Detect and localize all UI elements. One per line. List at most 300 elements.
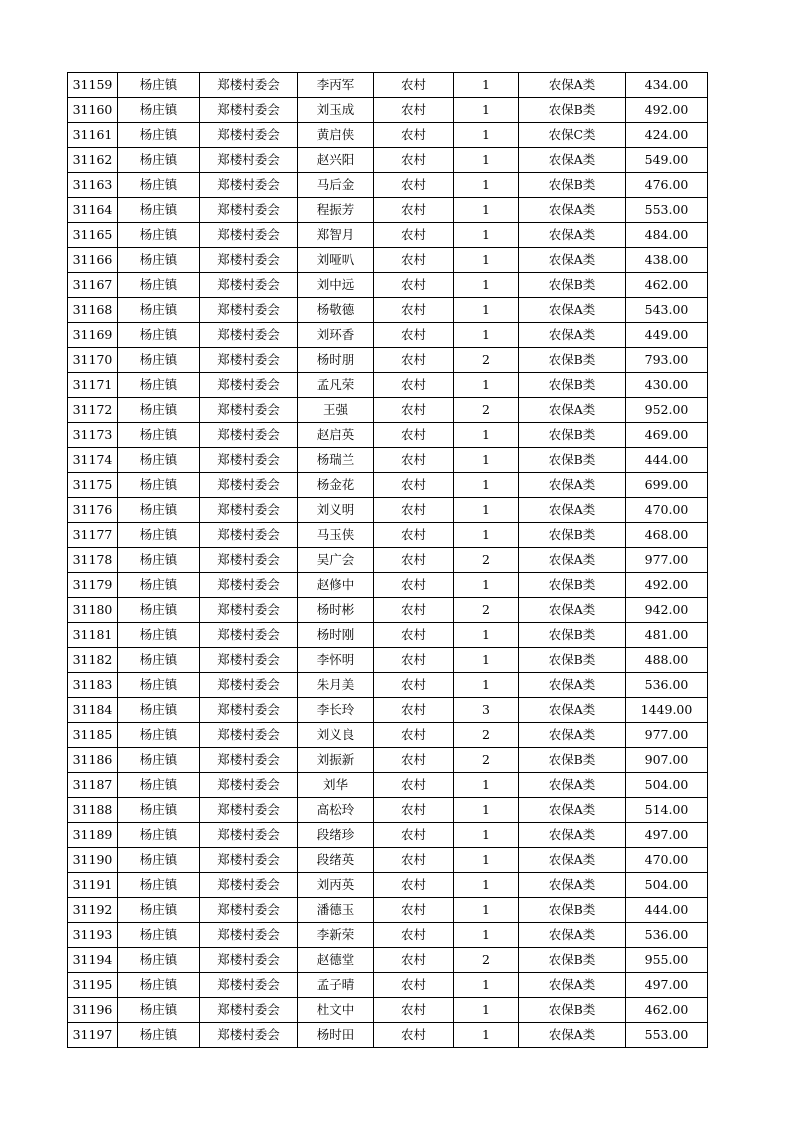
table-row [68,398,708,423]
name-cell: 刘义明 [298,498,374,523]
category-cell: 农保A类 [519,223,626,248]
town-cell: 杨庄镇 [118,123,200,148]
area-type-cell: 农村 [374,773,454,798]
record-id-cell: 31171 [68,373,118,398]
table-row [68,998,708,1023]
household-count-cell: 1 [454,998,519,1023]
category-cell: 农保B类 [519,423,626,448]
record-id-cell: 31159 [68,73,118,98]
amount-cell: 952.00 [626,398,708,423]
record-id-cell: 31168 [68,298,118,323]
record-id-cell: 31187 [68,773,118,798]
village-committee-cell: 郑楼村委会 [200,723,298,748]
record-id-cell: 31161 [68,123,118,148]
table-row [68,673,708,698]
record-id-cell: 31175 [68,473,118,498]
name-cell: 马后金 [298,173,374,198]
household-count-cell: 1 [454,223,519,248]
town-cell: 杨庄镇 [118,448,200,473]
amount-cell: 553.00 [626,1023,708,1048]
category-cell: 农保B类 [519,998,626,1023]
category-cell: 农保A类 [519,598,626,623]
table-row [68,598,708,623]
household-count-cell: 1 [454,473,519,498]
amount-cell: 462.00 [626,273,708,298]
household-count-cell: 1 [454,773,519,798]
name-cell: 李长玲 [298,698,374,723]
town-cell: 杨庄镇 [118,98,200,123]
record-id-cell: 31172 [68,398,118,423]
record-id-cell: 31194 [68,948,118,973]
village-committee-cell: 郑楼村委会 [200,523,298,548]
amount-cell: 504.00 [626,773,708,798]
record-id-cell: 31173 [68,423,118,448]
village-committee-cell: 郑楼村委会 [200,298,298,323]
town-cell: 杨庄镇 [118,373,200,398]
area-type-cell: 农村 [374,573,454,598]
amount-cell: 430.00 [626,373,708,398]
village-committee-cell: 郑楼村委会 [200,923,298,948]
category-cell: 农保A类 [519,148,626,173]
village-committee-cell: 郑楼村委会 [200,1023,298,1048]
record-id-cell: 31178 [68,548,118,573]
table-row [68,448,708,473]
village-committee-cell: 郑楼村委会 [200,73,298,98]
amount-cell: 488.00 [626,648,708,673]
village-committee-cell: 郑楼村委会 [200,748,298,773]
area-type-cell: 农村 [374,248,454,273]
category-cell: 农保A类 [519,873,626,898]
amount-cell: 514.00 [626,798,708,823]
name-cell: 刘中远 [298,273,374,298]
town-cell: 杨庄镇 [118,73,200,98]
table-row [68,298,708,323]
area-type-cell: 农村 [374,298,454,323]
category-cell: 农保A类 [519,248,626,273]
record-id-cell: 31196 [68,998,118,1023]
category-cell: 农保A类 [519,723,626,748]
area-type-cell: 农村 [374,723,454,748]
household-count-cell: 2 [454,348,519,373]
town-cell: 杨庄镇 [118,698,200,723]
household-count-cell: 1 [454,298,519,323]
name-cell: 赵启英 [298,423,374,448]
amount-cell: 536.00 [626,923,708,948]
village-committee-cell: 郑楼村委会 [200,873,298,898]
area-type-cell: 农村 [374,373,454,398]
area-type-cell: 农村 [374,198,454,223]
category-cell: 农保A类 [519,773,626,798]
village-committee-cell: 郑楼村委会 [200,773,298,798]
household-count-cell: 1 [454,1023,519,1048]
category-cell: 农保B类 [519,748,626,773]
town-cell: 杨庄镇 [118,248,200,273]
table-row [68,373,708,398]
town-cell: 杨庄镇 [118,473,200,498]
name-cell: 王强 [298,398,374,423]
area-type-cell: 农村 [374,448,454,473]
household-count-cell: 2 [454,598,519,623]
village-committee-cell: 郑楼村委会 [200,373,298,398]
table-row [68,348,708,373]
household-count-cell: 1 [454,273,519,298]
town-cell: 杨庄镇 [118,398,200,423]
village-committee-cell: 郑楼村委会 [200,948,298,973]
name-cell: 刘哑叭 [298,248,374,273]
town-cell: 杨庄镇 [118,573,200,598]
household-count-cell: 1 [454,648,519,673]
category-cell: 农保B类 [519,273,626,298]
town-cell: 杨庄镇 [118,323,200,348]
name-cell: 杨金花 [298,473,374,498]
name-cell: 孟凡荣 [298,373,374,398]
household-count-cell: 1 [454,73,519,98]
category-cell: 农保A类 [519,73,626,98]
record-id-cell: 31176 [68,498,118,523]
amount-cell: 549.00 [626,148,708,173]
category-cell: 农保A类 [519,923,626,948]
amount-cell: 492.00 [626,98,708,123]
household-count-cell: 1 [454,148,519,173]
name-cell: 朱月美 [298,673,374,698]
town-cell: 杨庄镇 [118,273,200,298]
village-committee-cell: 郑楼村委会 [200,273,298,298]
record-id-cell: 31186 [68,748,118,773]
name-cell: 孟子晴 [298,973,374,998]
table-row [68,73,708,98]
area-type-cell: 农村 [374,948,454,973]
town-cell: 杨庄镇 [118,998,200,1023]
category-cell: 农保A类 [519,973,626,998]
name-cell: 赵德堂 [298,948,374,973]
name-cell: 段绪珍 [298,823,374,848]
amount-cell: 424.00 [626,123,708,148]
table-row [68,648,708,673]
name-cell: 李怀明 [298,648,374,673]
village-committee-cell: 郑楼村委会 [200,698,298,723]
town-cell: 杨庄镇 [118,823,200,848]
category-cell: 农保B类 [519,523,626,548]
town-cell: 杨庄镇 [118,298,200,323]
category-cell: 农保A类 [519,498,626,523]
household-count-cell: 1 [454,973,519,998]
amount-cell: 469.00 [626,423,708,448]
household-count-cell: 1 [454,798,519,823]
category-cell: 农保A类 [519,198,626,223]
town-cell: 杨庄镇 [118,523,200,548]
area-type-cell: 农村 [374,698,454,723]
record-id-cell: 31180 [68,598,118,623]
amount-cell: 468.00 [626,523,708,548]
area-type-cell: 农村 [374,173,454,198]
name-cell: 杨时田 [298,1023,374,1048]
table-row [68,148,708,173]
amount-cell: 497.00 [626,973,708,998]
village-committee-cell: 郑楼村委会 [200,848,298,873]
record-id-cell: 31177 [68,523,118,548]
village-committee-cell: 郑楼村委会 [200,173,298,198]
village-committee-cell: 郑楼村委会 [200,673,298,698]
table-row [68,623,708,648]
table-row [68,698,708,723]
amount-cell: 444.00 [626,448,708,473]
record-id-cell: 31193 [68,923,118,948]
area-type-cell: 农村 [374,673,454,698]
amount-cell: 536.00 [626,673,708,698]
area-type-cell: 农村 [374,923,454,948]
town-cell: 杨庄镇 [118,198,200,223]
name-cell: 刘环香 [298,323,374,348]
category-cell: 农保B类 [519,348,626,373]
village-committee-cell: 郑楼村委会 [200,123,298,148]
village-committee-cell: 郑楼村委会 [200,898,298,923]
name-cell: 刘义良 [298,723,374,748]
record-id-cell: 31179 [68,573,118,598]
village-committee-cell: 郑楼村委会 [200,473,298,498]
table-row [68,323,708,348]
name-cell: 杨敬德 [298,298,374,323]
town-cell: 杨庄镇 [118,773,200,798]
table-row [68,798,708,823]
village-committee-cell: 郑楼村委会 [200,248,298,273]
name-cell: 杨瑞兰 [298,448,374,473]
household-count-cell: 1 [454,448,519,473]
table-row [68,873,708,898]
household-count-cell: 2 [454,548,519,573]
record-id-cell: 31188 [68,798,118,823]
name-cell: 黄启侠 [298,123,374,148]
record-id-cell: 31183 [68,673,118,698]
amount-cell: 476.00 [626,173,708,198]
category-cell: 农保B类 [519,623,626,648]
table-row [68,773,708,798]
village-committee-cell: 郑楼村委会 [200,998,298,1023]
category-cell: 农保A类 [519,798,626,823]
table-row [68,498,708,523]
town-cell: 杨庄镇 [118,948,200,973]
village-committee-cell: 郑楼村委会 [200,223,298,248]
household-count-cell: 1 [454,173,519,198]
town-cell: 杨庄镇 [118,148,200,173]
household-count-cell: 1 [454,623,519,648]
record-id-cell: 31192 [68,898,118,923]
table-row [68,748,708,773]
record-id-cell: 31162 [68,148,118,173]
household-count-cell: 1 [454,248,519,273]
name-cell: 程振芳 [298,198,374,223]
household-count-cell: 1 [454,498,519,523]
amount-cell: 955.00 [626,948,708,973]
table-row [68,273,708,298]
table-row [68,848,708,873]
area-type-cell: 农村 [374,473,454,498]
record-id-cell: 31167 [68,273,118,298]
table-row [68,723,708,748]
table-row [68,423,708,448]
category-cell: 农保B类 [519,448,626,473]
name-cell: 马玉侠 [298,523,374,548]
amount-cell: 470.00 [626,848,708,873]
area-type-cell: 农村 [374,323,454,348]
table-row [68,248,708,273]
area-type-cell: 农村 [374,523,454,548]
table-row [68,973,708,998]
town-cell: 杨庄镇 [118,923,200,948]
area-type-cell: 农村 [374,898,454,923]
name-cell: 杨时刚 [298,623,374,648]
area-type-cell: 农村 [374,548,454,573]
area-type-cell: 农村 [374,998,454,1023]
category-cell: 农保B类 [519,373,626,398]
record-id-cell: 31184 [68,698,118,723]
village-committee-cell: 郑楼村委会 [200,348,298,373]
village-committee-cell: 郑楼村委会 [200,198,298,223]
area-type-cell: 农村 [374,273,454,298]
household-count-cell: 1 [454,923,519,948]
record-id-cell: 31181 [68,623,118,648]
town-cell: 杨庄镇 [118,673,200,698]
record-id-cell: 31195 [68,973,118,998]
record-id-cell: 31189 [68,823,118,848]
record-id-cell: 31163 [68,173,118,198]
record-id-cell: 31165 [68,223,118,248]
household-count-cell: 1 [454,898,519,923]
area-type-cell: 农村 [374,823,454,848]
table-row [68,198,708,223]
table-row [68,1023,708,1048]
table-row [68,173,708,198]
category-cell: 农保C类 [519,123,626,148]
village-committee-cell: 郑楼村委会 [200,398,298,423]
record-id-cell: 31182 [68,648,118,673]
table-row [68,123,708,148]
table-row [68,948,708,973]
area-type-cell: 农村 [374,873,454,898]
amount-cell: 481.00 [626,623,708,648]
name-cell: 郑智月 [298,223,374,248]
category-cell: 农保B类 [519,98,626,123]
name-cell: 段绪英 [298,848,374,873]
category-cell: 农保A类 [519,848,626,873]
record-id-cell: 31166 [68,248,118,273]
village-committee-cell: 郑楼村委会 [200,623,298,648]
name-cell: 杨时朋 [298,348,374,373]
name-cell: 吴广会 [298,548,374,573]
amount-cell: 470.00 [626,498,708,523]
name-cell: 杨时彬 [298,598,374,623]
table-row [68,548,708,573]
table-row [68,223,708,248]
household-count-cell: 1 [454,373,519,398]
category-cell: 农保A类 [519,473,626,498]
village-committee-cell: 郑楼村委会 [200,973,298,998]
village-committee-cell: 郑楼村委会 [200,823,298,848]
household-count-cell: 2 [454,398,519,423]
amount-cell: 977.00 [626,723,708,748]
name-cell: 高松玲 [298,798,374,823]
household-count-cell: 1 [454,98,519,123]
area-type-cell: 农村 [374,648,454,673]
beneficiary-table [67,72,708,1048]
household-count-cell: 1 [454,573,519,598]
record-id-cell: 31170 [68,348,118,373]
record-id-cell: 31197 [68,1023,118,1048]
category-cell: 农保B类 [519,573,626,598]
category-cell: 农保B类 [519,898,626,923]
amount-cell: 434.00 [626,73,708,98]
town-cell: 杨庄镇 [118,548,200,573]
category-cell: 农保B类 [519,648,626,673]
name-cell: 李新荣 [298,923,374,948]
area-type-cell: 农村 [374,598,454,623]
amount-cell: 492.00 [626,573,708,598]
town-cell: 杨庄镇 [118,973,200,998]
town-cell: 杨庄镇 [118,1023,200,1048]
record-id-cell: 31174 [68,448,118,473]
amount-cell: 977.00 [626,548,708,573]
town-cell: 杨庄镇 [118,873,200,898]
name-cell: 赵修中 [298,573,374,598]
area-type-cell: 农村 [374,623,454,648]
amount-cell: 793.00 [626,348,708,373]
record-id-cell: 31164 [68,198,118,223]
category-cell: 农保A类 [519,673,626,698]
village-committee-cell: 郑楼村委会 [200,323,298,348]
table-row [68,923,708,948]
table-row [68,98,708,123]
village-committee-cell: 郑楼村委会 [200,598,298,623]
village-committee-cell: 郑楼村委会 [200,423,298,448]
area-type-cell: 农村 [374,1023,454,1048]
area-type-cell: 农村 [374,423,454,448]
town-cell: 杨庄镇 [118,598,200,623]
household-count-cell: 2 [454,948,519,973]
town-cell: 杨庄镇 [118,648,200,673]
town-cell: 杨庄镇 [118,623,200,648]
village-committee-cell: 郑楼村委会 [200,648,298,673]
name-cell: 刘振新 [298,748,374,773]
amount-cell: 504.00 [626,873,708,898]
category-cell: 农保A类 [519,323,626,348]
household-count-cell: 2 [454,723,519,748]
town-cell: 杨庄镇 [118,223,200,248]
household-count-cell: 1 [454,323,519,348]
record-id-cell: 31191 [68,873,118,898]
village-committee-cell: 郑楼村委会 [200,548,298,573]
town-cell: 杨庄镇 [118,848,200,873]
name-cell: 赵兴阳 [298,148,374,173]
household-count-cell: 1 [454,673,519,698]
table-row [68,473,708,498]
area-type-cell: 农村 [374,498,454,523]
area-type-cell: 农村 [374,123,454,148]
name-cell: 潘德玉 [298,898,374,923]
record-id-cell: 31160 [68,98,118,123]
category-cell: 农保A类 [519,398,626,423]
amount-cell: 444.00 [626,898,708,923]
table-row [68,823,708,848]
household-count-cell: 1 [454,123,519,148]
area-type-cell: 农村 [374,223,454,248]
town-cell: 杨庄镇 [118,498,200,523]
name-cell: 刘华 [298,773,374,798]
amount-cell: 497.00 [626,823,708,848]
category-cell: 农保A类 [519,698,626,723]
town-cell: 杨庄镇 [118,748,200,773]
village-committee-cell: 郑楼村委会 [200,448,298,473]
household-count-cell: 1 [454,848,519,873]
household-count-cell: 1 [454,523,519,548]
